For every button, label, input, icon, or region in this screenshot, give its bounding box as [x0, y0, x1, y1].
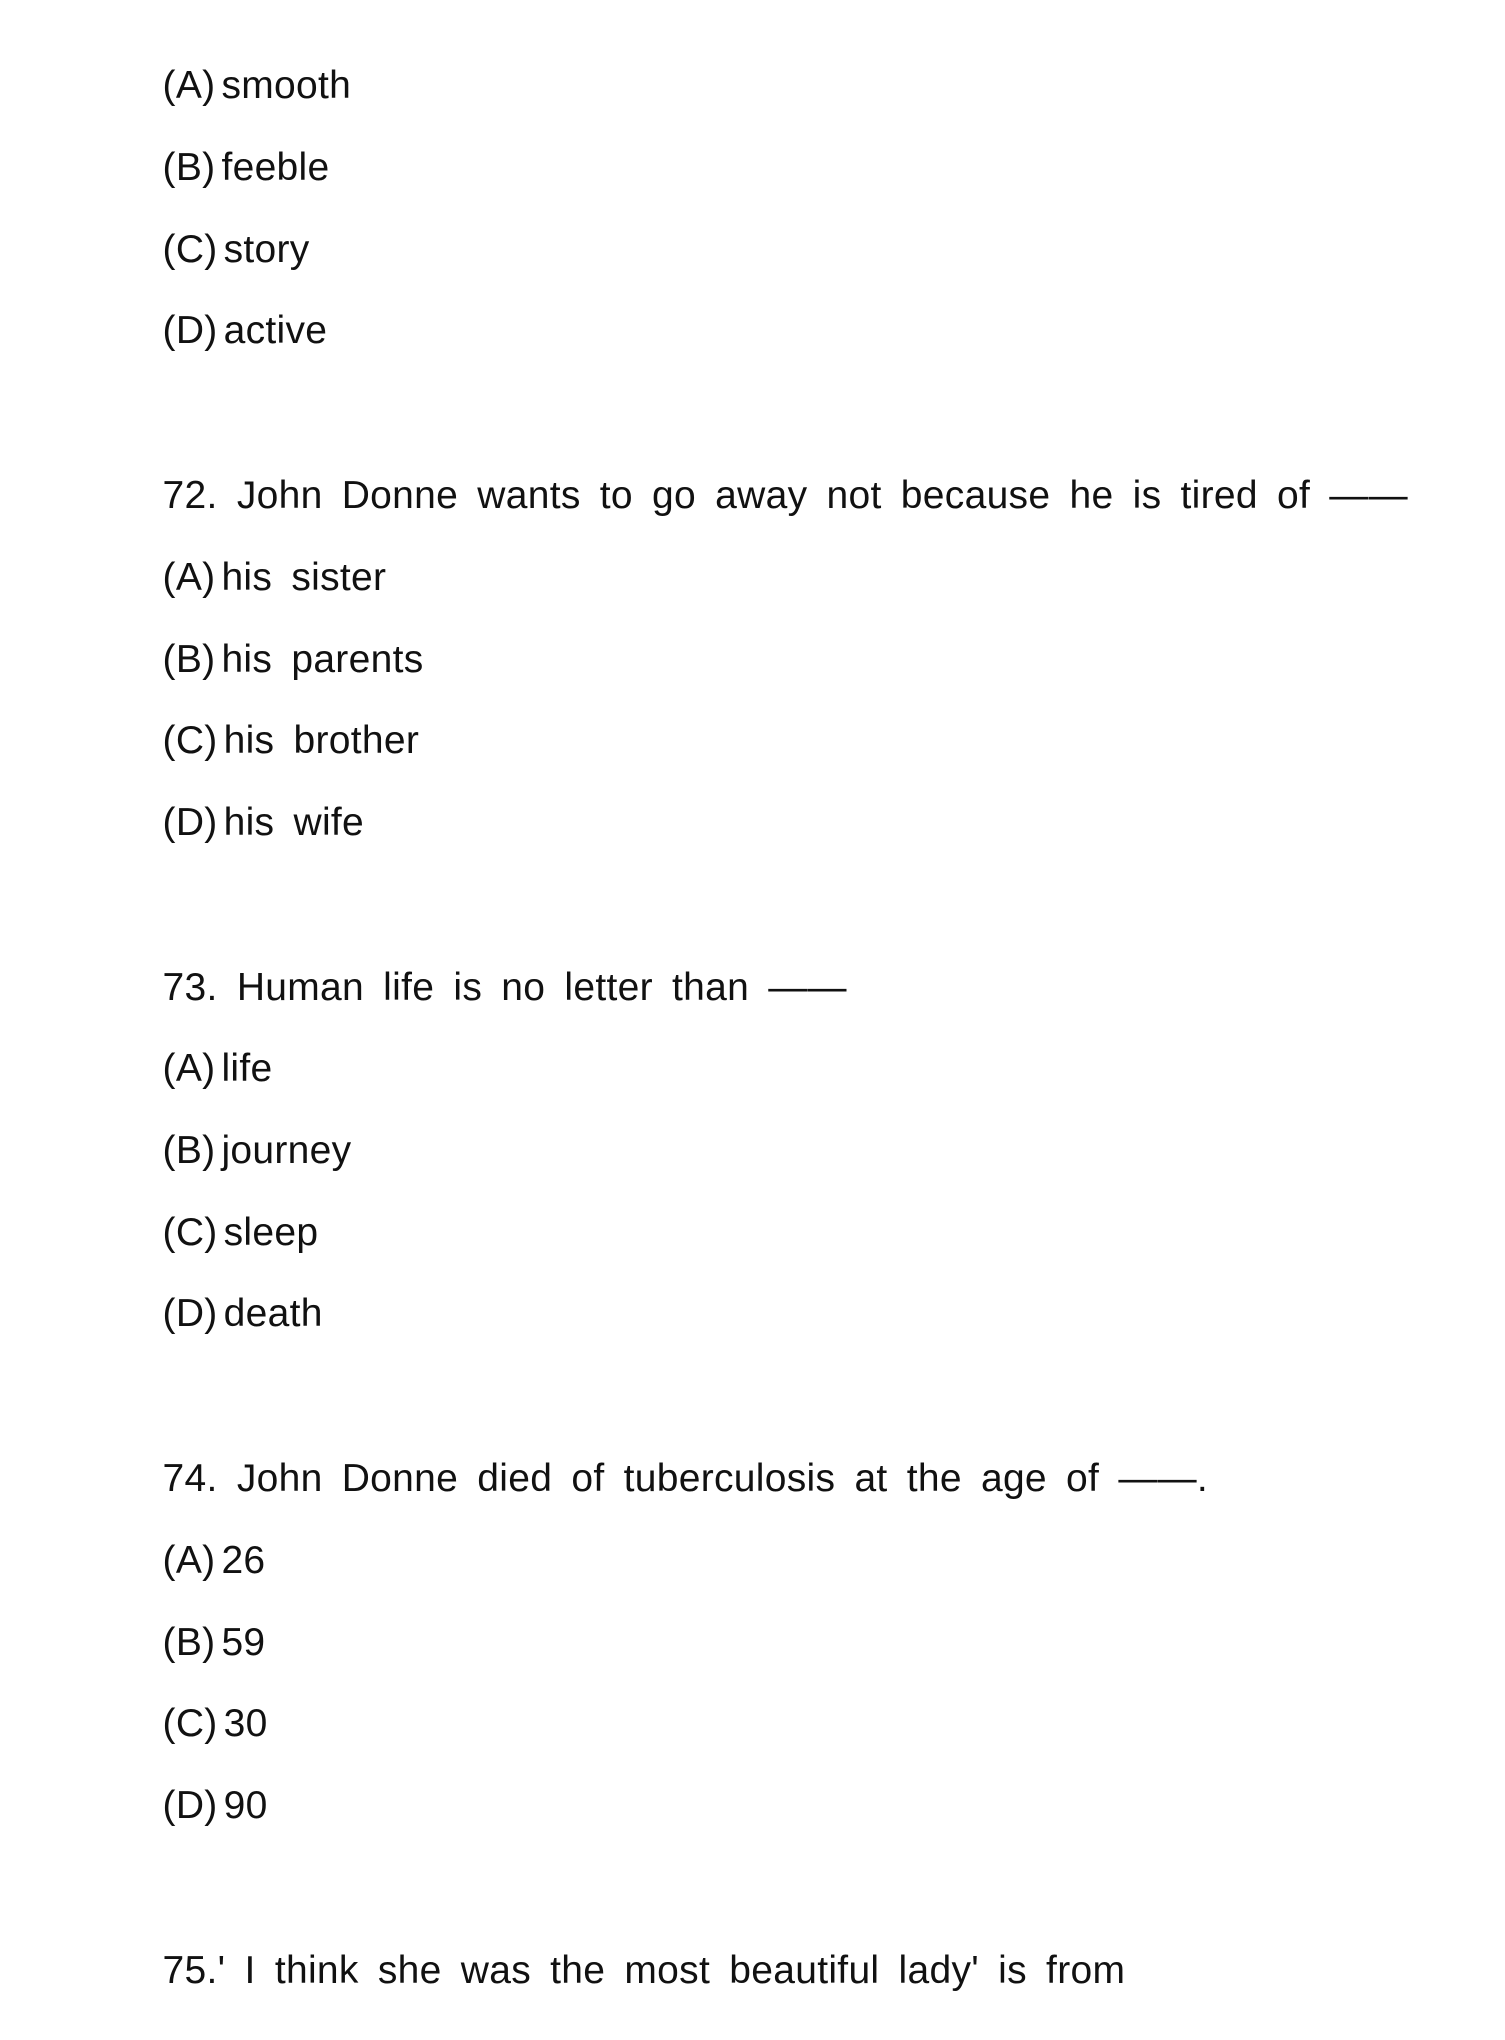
- option-label: (C): [162, 228, 218, 271]
- question-number: 74.: [162, 1457, 218, 1500]
- option-label: (A): [162, 556, 216, 599]
- option-label: (A): [162, 1539, 216, 1582]
- option-text: life: [221, 1047, 273, 1090]
- option-d: [86, 262, 327, 400]
- option-text: active: [223, 309, 328, 352]
- question-text: Human life is no letter than ——: [236, 966, 847, 1009]
- option-label: (D): [162, 801, 218, 844]
- option-text: sleep: [223, 1211, 319, 1254]
- option-text: his brother: [223, 719, 420, 762]
- option-text: 59: [221, 1621, 266, 1664]
- question-number: 75.: [162, 1949, 218, 1992]
- option-label: (C): [162, 1702, 218, 1745]
- option-text: 30: [223, 1702, 268, 1745]
- option-d: [86, 1737, 268, 1875]
- option-label: (B): [162, 146, 216, 189]
- option-label: (B): [162, 1129, 216, 1172]
- option-label: (B): [162, 1621, 216, 1664]
- option-label: (C): [162, 1211, 218, 1254]
- option-text: his parents: [221, 638, 424, 681]
- option-d: [86, 1245, 323, 1383]
- question-number: 73.: [162, 966, 218, 1009]
- question-75: [86, 1902, 1125, 2040]
- option-text: his sister: [221, 556, 387, 599]
- question-number: 72.: [162, 474, 218, 517]
- option-text: smooth: [221, 64, 352, 107]
- option-label: (A): [162, 1047, 216, 1090]
- option-label: (D): [162, 1292, 218, 1335]
- option-label: (C): [162, 719, 218, 762]
- option-text: 26: [221, 1539, 266, 1582]
- option-label: (D): [162, 1784, 218, 1827]
- option-text: feeble: [221, 146, 330, 189]
- question-text: ' I think she was the most beautiful lady' is from: [217, 1949, 1126, 1992]
- option-label: (B): [162, 638, 216, 681]
- option-label: (D): [162, 309, 218, 352]
- option-text: 90: [223, 1784, 268, 1827]
- question-text: John Donne wants to go away not because he is tired of ——: [236, 474, 1408, 517]
- option-label: (A): [162, 64, 216, 107]
- option-text: journey: [221, 1129, 352, 1172]
- question-text: John Donne died of tuberculosis at the age of ——.: [236, 1457, 1209, 1500]
- option-text: death: [223, 1292, 323, 1335]
- option-text: story: [223, 228, 310, 271]
- option-text: his wife: [223, 801, 365, 844]
- option-d: [86, 754, 364, 892]
